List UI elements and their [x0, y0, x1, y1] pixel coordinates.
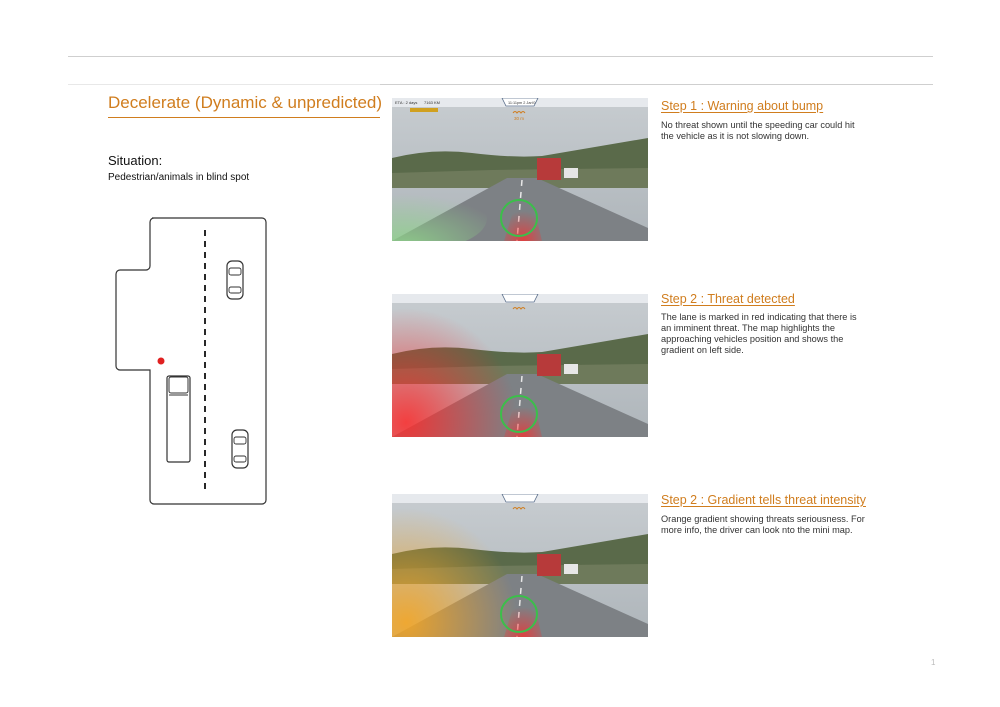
distance-label: 7163 KM [424, 100, 441, 105]
bump-distance: 30 m [514, 116, 525, 121]
hud-screen-step-1 [392, 98, 648, 241]
step-1-description: No threat shown until the speeding car could hit the vehicle as it is not slowing down. [661, 120, 855, 141]
situation-heading: Situation: [108, 153, 163, 168]
page-title: Decelerate (Dynamic & unpredicted) [108, 93, 380, 118]
pedestrian-dot [158, 358, 165, 365]
step-3-title: Step 2 : Gradient tells threat intensity [661, 493, 866, 507]
top-divider [68, 56, 933, 57]
car-icon-bottom [232, 430, 248, 468]
step-2-title: Step 2 : Threat detected [661, 292, 795, 306]
step-3-description: Orange gradient showing threats seriousness. For more info, the driver can look nto the mini map. [661, 514, 865, 535]
left-divider [68, 84, 380, 85]
clock-label: 11:11pm 2 Jan'0 [508, 101, 536, 105]
car-icon-top [227, 261, 243, 299]
step-1-title: Step 1 : Warning about bump [661, 99, 824, 113]
page-number: 1 [931, 658, 936, 667]
situation-text: Pedestrian/animals in blind spot [108, 172, 250, 183]
truck-icon [167, 376, 190, 462]
mid-divider [380, 84, 933, 85]
hud-screen-step-2 [392, 294, 648, 437]
hud-screen-step-3 [392, 494, 648, 637]
step-2-description: The lane is marked in red indicating that there is an imminent threat. The map highlights the approaching vehicles position and shows the gradient on left side. [661, 312, 857, 355]
eta-label: ETA : 2 days [395, 100, 418, 105]
road-diagram [112, 214, 272, 508]
